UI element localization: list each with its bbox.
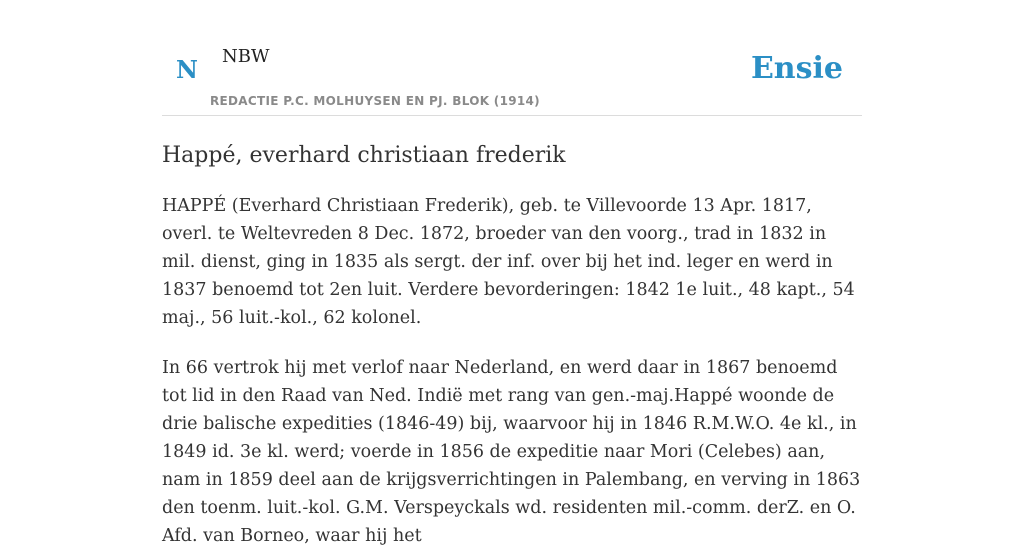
article-paragraph: HAPPÉ (Everhard Christiaan Frederik), geb. te Villevoorde 13 Apr. 1817, overl. te Weltevreden 8 Dec. 1872, broeder van den voorg., trad in 1832 in mil. dienst, ging in 1835 als sergt. der inf. over bij het ind. leger en werd in 1837 benoemd tot 2en luit. Verdere bevorderingen: 1842 1e luit., 48 kapt., 54 maj., 56 luit.-kol., 62 kolonel. bbox=[162, 196, 855, 328]
page bbox=[162, 0, 862, 546]
article-title: Happé, everhard christiaan frederik bbox=[162, 143, 566, 168]
header bbox=[162, 0, 862, 116]
brand-logo[interactable]: Ensie bbox=[750, 51, 843, 86]
source-logo-icon[interactable]: N bbox=[176, 55, 198, 84]
article-paragraph: In 66 vertrok hij met verlof naar Nederland, en werd daar in 1867 benoemd tot lid in den Raad van Ned. Indië met rang van gen.-maj.Happé woonde de drie balische expedities (1846-49) bij, waarvoor hij in 1846 R.M.W.O. 4e kl., in 1849 id. 3e kl. werd; voerde in 1856 de expeditie naar Mori (Celebes) aan, nam in 1859 deel aan de krijgsverrichtingen in Palembang, en verving in 1863 den toenm. luit.-kol. G.M. Verspeyckals wd. residenten mil.-comm. derZ. en O. Afd. van Borneo, waar hij het bbox=[162, 358, 861, 546]
source-subtitle: REDACTIE P.C. MOLHUYSEN EN PJ. BLOK (1914) bbox=[210, 94, 540, 108]
source-name[interactable]: NBW bbox=[222, 46, 270, 67]
